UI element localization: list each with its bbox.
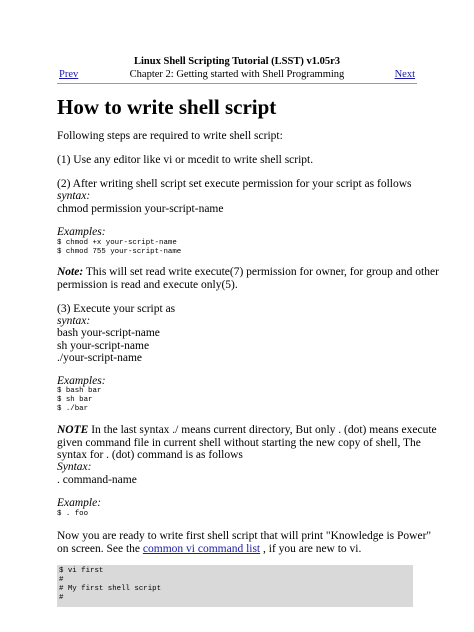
examples-label: Examples:	[57, 375, 106, 387]
tutorial-title: Linux Shell Scripting Tutorial (LSST) v1.05r3	[134, 56, 340, 67]
code-line: $ . foo	[57, 510, 89, 518]
note2-label: NOTE	[57, 424, 89, 436]
chapter-title: Chapter 2: Getting started with Shell Programming	[129, 69, 345, 80]
code-line: $ vi first	[59, 567, 104, 575]
navigation-header	[57, 69, 417, 81]
note2-text: In the last syntax ./ means current directory, But only . (dot) means execute	[88, 424, 437, 436]
code-line: $ chmod +x your-script-name	[57, 239, 177, 247]
final-text: Now you are ready to write first shell script that will print "Knowledge is Power"	[57, 530, 432, 542]
code-block	[57, 565, 413, 607]
step-3-text: (3) Execute your script as	[57, 303, 176, 315]
next-link[interactable]: Next	[394, 69, 415, 80]
note-text: This will set read write execute(7) permission for owner, for group and other	[83, 266, 439, 278]
note2-paragraph	[57, 424, 437, 437]
syntax-label: Syntax:	[57, 461, 92, 473]
note2-text-continued: syntax for . (dot) command is as follows	[57, 449, 243, 461]
intro-text: Following steps are required to write shell script:	[57, 130, 283, 142]
code-line: $ bash bar	[57, 387, 102, 395]
code-line: $ ./bar	[57, 405, 89, 413]
note-text-continued: permission is read and execute only(5).	[57, 279, 238, 291]
code-line: $ chmod 755 your-script-name	[57, 248, 182, 256]
chmod-syntax: chmod permission your-script-name	[57, 203, 224, 215]
dot-syntax: . command-name	[57, 474, 137, 486]
vi-command-list-link[interactable]: common vi command list	[142, 543, 261, 555]
code-line: # My first shell script	[59, 585, 162, 593]
header-divider	[57, 83, 417, 84]
final-text-pre: on screen. See the	[57, 543, 143, 555]
syntax-label: syntax:	[57, 315, 91, 327]
examples-label: Examples:	[57, 226, 106, 238]
note-paragraph	[57, 266, 439, 279]
example-label: Example:	[57, 497, 102, 509]
note2-text-continued: given command file in current shell without starting the new copy of shell, The	[57, 437, 421, 449]
code-line: $ sh bar	[57, 396, 93, 404]
final-text-post: , if you are new to vi.	[260, 543, 362, 555]
code-line: #	[59, 576, 64, 584]
step-2-text: (2) After writing shell script set execute permission for your script as follows	[57, 178, 412, 190]
note-label: Note:	[57, 266, 84, 278]
syntax-label: syntax:	[57, 190, 91, 202]
exec-syntax-line: ./your-script-name	[57, 352, 143, 364]
exec-syntax-line: sh your-script-name	[57, 340, 150, 352]
exec-syntax-line: bash your-script-name	[57, 327, 160, 339]
page-heading: How to write shell script	[57, 95, 277, 119]
code-line: #	[59, 594, 64, 602]
final-text-continued	[57, 543, 361, 556]
prev-link[interactable]: Prev	[59, 69, 79, 80]
step-1-text: (1) Use any editor like vi or mcedit to write shell script.	[57, 154, 314, 166]
